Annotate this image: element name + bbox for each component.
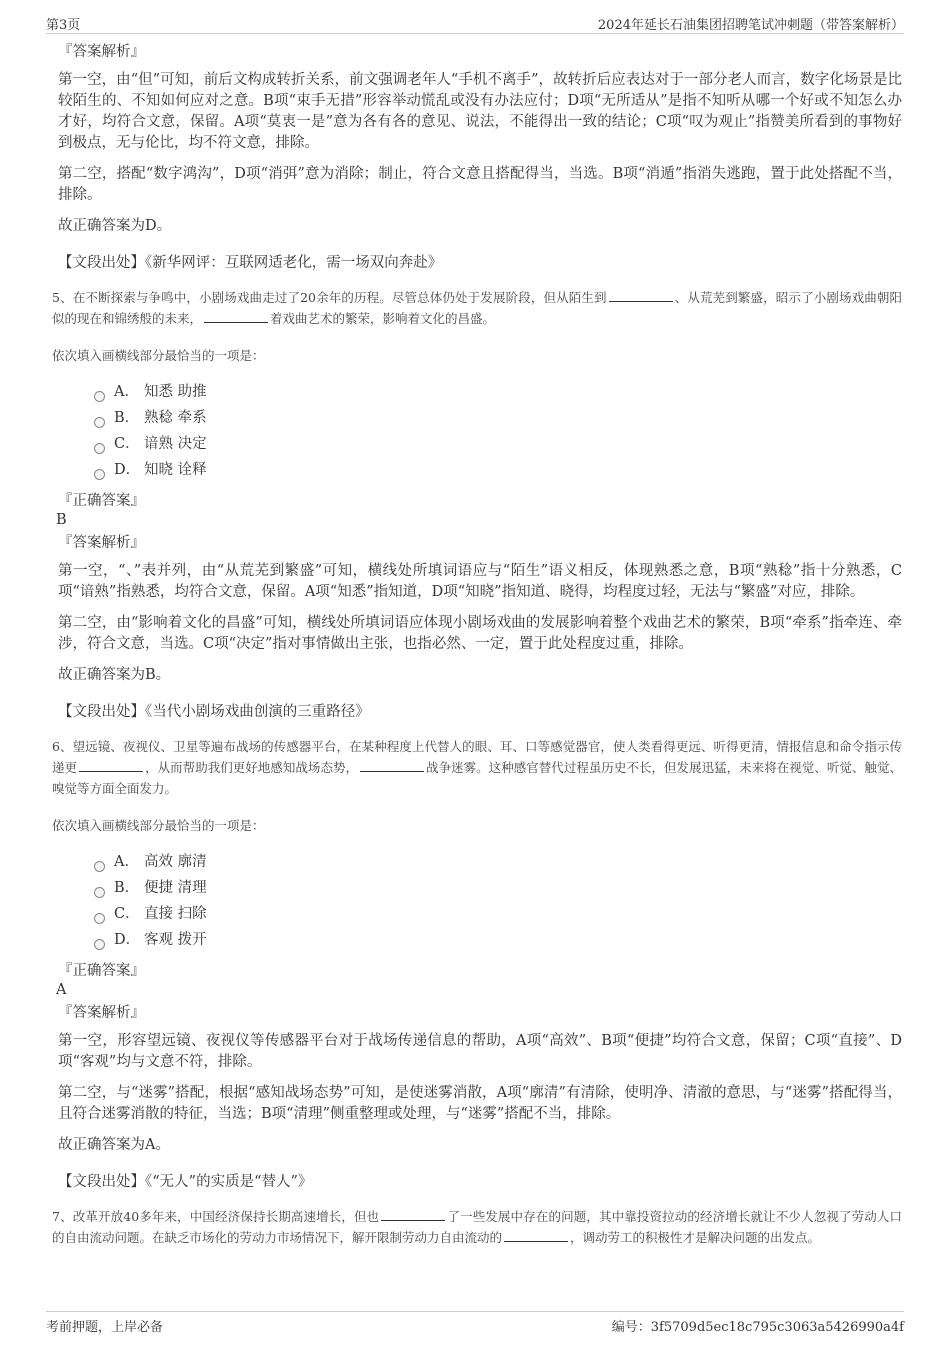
analysis-label: 『答案解析』 — [58, 535, 145, 551]
radio-button[interactable] — [94, 913, 105, 924]
source-citation: 【文段出处】《“无人”的实质是“替人”》 — [58, 1174, 313, 1190]
fill-blank — [204, 311, 268, 323]
option-d[interactable]: D． 客观 拨开 — [94, 927, 902, 953]
option-b[interactable]: B． 便捷 清理 — [94, 875, 902, 901]
option-list — [94, 849, 902, 953]
radio-button[interactable] — [94, 417, 105, 428]
footer-slogan: 考前押题，上岸必备 — [46, 1320, 164, 1335]
question-5: 5、在不断探索与争鸣中，小剧场戏曲走过了20余年的历程。尽管总体仍处于发展阶段，但从陌生到 、从荒芜到繁盛，昭示了小剧场戏曲朝阳似的现在和锦绣般的未来， 着戏曲艺术的繁荣，影响着文化的昌盛。 — [52, 290, 902, 326]
document-body — [52, 42, 902, 1248]
question-6: 6、望远镜、夜视仪、卫星等遍布战场的传感器平台，在某种程度上代替人的眼、耳、口等感觉器官，使人类看得更远、听得更清，情报信息和命令指示传递更 ，从而帮助我们更好地感知战场态势， 战争迷雾。这种感官替代过程虽历史不长，但发展迅猛，未来将在视觉、听觉、触觉、嗅觉等方面全面发力。 — [52, 739, 902, 796]
document-title: 2024年延长石油集团招聘笔试冲刺题（带答案解析） — [597, 18, 904, 33]
option-d[interactable]: D． 知晓 诠释 — [94, 457, 902, 483]
analysis-paragraph: 第二空，与“迷雾”搭配，根据“感知战场态势”可知，是使迷雾消散，A项“廓清”有清除，使明净、清澈的意思，与“迷雾”搭配得当，且符合迷雾消散的特征，当选；B项“清理”侧重整理或处理，与“迷雾”搭配不当，排除。 — [58, 1085, 902, 1122]
radio-button[interactable] — [94, 861, 105, 872]
page-header — [46, 14, 904, 34]
option-a[interactable]: A． 知悉 助推 — [94, 379, 902, 405]
question-7: 7、改革开放40多年来，中国经济保持长期高速增长，但也 了一些发展中存在的问题，其中靠投资拉动的经济增长就让不少人忽视了劳动人口的自由流动问题。在缺乏市场化的劳动力市场情况下，解开限制劳动力自由流动的 ，调动劳工的积极性才是解决问题的出发点。 — [52, 1209, 902, 1245]
fill-blank — [609, 290, 673, 302]
radio-button[interactable] — [94, 469, 105, 480]
analysis-paragraph: 第一空，由“但”可知，前后文构成转折关系，前文强调老年人“手机不离手”，故转折后应表达对于一部分老人而言，数字化场景是比较陌生的、不知如何应对之意。B项“束手无措”形容举动慌乱或没有办法应付；D项“无所适从”是指不知听从哪一个好或不知怎么办才好，均符合文意，保留。A项“莫衷一是”意为各有各的意见、说法，不能得出一致的结论；C项“叹为观止”指赞美所看到的事物好到极点，无与伦比，均不符文意，排除。 — [58, 72, 902, 151]
option-c[interactable]: C． 直接 扫除 — [94, 901, 902, 927]
page-number: 第3页 — [46, 18, 81, 33]
page-footer — [46, 1311, 904, 1335]
answer-conclusion: 故正确答案为A。 — [58, 1137, 170, 1153]
option-list — [94, 379, 902, 483]
analysis-label: 『答案解析』 — [58, 1005, 145, 1021]
analysis-paragraph: 第二空，搭配“数字鸿沟”，D项“消弭”意为消除；制止，符合文意且搭配得当，当选。B项“消遁”指消失逃跑，置于此处搭配不当，排除。 — [58, 166, 902, 203]
fill-blank — [504, 1230, 568, 1242]
analysis-paragraph: 第二空，由“影响着文化的昌盛”可知，横线处所填词语应体现小剧场戏曲的发展影响着整个戏曲艺术的繁荣，B项“牵系”指牵连、牵涉，符合文意，当选。C项“决定”指对事情做出主张，也指必然、一定，置于此处程度过重，排除。 — [58, 615, 902, 652]
analysis-paragraph: 第一空，形容望远镜、夜视仪等传感器平台对于战场传递信息的帮助，A项“高效”、B项“便捷”均符合文意，保留；C项“直接”、D项“客观”均与文意不符，排除。 — [58, 1033, 902, 1070]
answer-conclusion: 故正确答案为D。 — [58, 218, 172, 234]
source-citation: 【文段出处】《新华网评：互联网适老化，需一场双向奔赴》 — [58, 255, 443, 271]
fill-blank — [360, 760, 424, 772]
analysis-label: 『答案解析』 — [58, 44, 145, 60]
source-citation: 【文段出处】《当代小剧场戏曲创演的三重路径》 — [58, 704, 370, 720]
question-instruction: 依次填入画横线部分最恰当的一项是： — [52, 348, 265, 363]
correct-answer: A — [56, 982, 67, 998]
analysis-paragraph: 第一空，“、”表并列，由“从荒芜到繁盛”可知，横线处所填词语应与“陌生”语义相反，体现熟悉之意，B项“熟稔”指十分熟悉，C项“谙熟”指熟悉，均符合文意，保留。A项“知悉”指知道，D项“知晓”指知道、晓得，均程度过轻，无法与“繁盛”对应，排除。 — [58, 563, 902, 600]
option-c[interactable]: C． 谙熟 决定 — [94, 431, 902, 457]
radio-button[interactable] — [94, 391, 105, 402]
option-b[interactable]: B． 熟稔 牵系 — [94, 405, 902, 431]
option-a[interactable]: A． 高效 廓清 — [94, 849, 902, 875]
correct-answer-label: 『正确答案』 — [58, 963, 145, 979]
fill-blank — [79, 760, 143, 772]
radio-button[interactable] — [94, 443, 105, 454]
radio-button[interactable] — [94, 939, 105, 950]
question-instruction: 依次填入画横线部分最恰当的一项是： — [52, 818, 265, 833]
correct-answer: B — [56, 512, 67, 528]
fill-blank — [381, 1209, 445, 1221]
correct-answer-label: 『正确答案』 — [58, 493, 145, 509]
answer-conclusion: 故正确答案为B。 — [58, 667, 171, 683]
document-code: 编号：3f5709d5ec18c795c3063a5426990a4f — [611, 1320, 904, 1335]
radio-button[interactable] — [94, 887, 105, 898]
